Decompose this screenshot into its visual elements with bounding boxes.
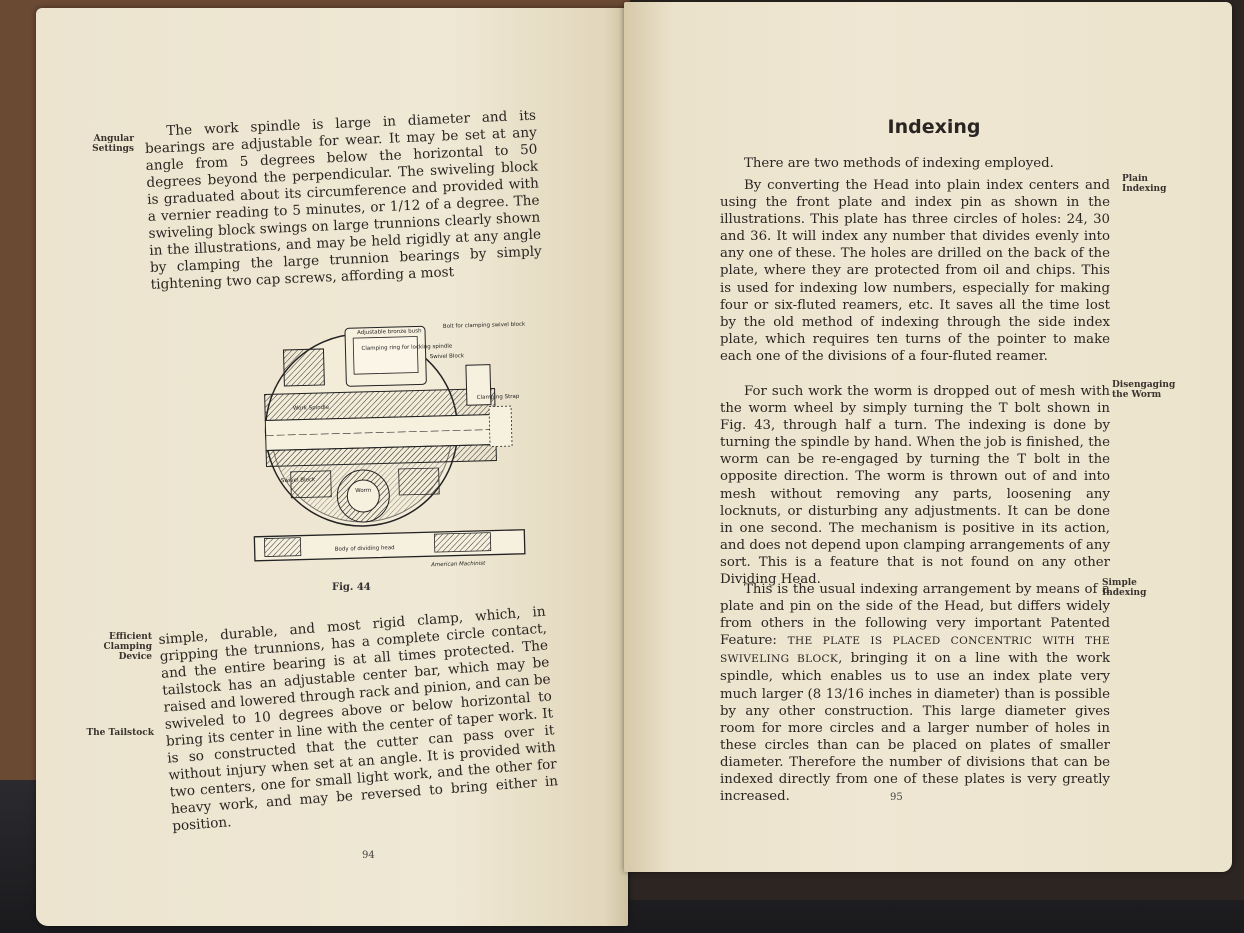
label-bolt: Bolt for clamping swivel block	[442, 321, 526, 330]
margin-note-efficient-clamping: Efficient Clamping Device	[103, 632, 152, 662]
simple-text-b: , bringing it on a line with the work spindle, which enables us to use an index plate very much larger (8 13/16 inches in diameter) than is possible by any other construction. This large diameter gives room for more circles and a larger number of holes in these circles than can be placed on plates of smaller diameter. Therefore the number of divisions that can be indexed directly from one of these plates is very greatly increased.	[720, 651, 1111, 805]
label-clamping-strap: Clamping Strap	[476, 393, 520, 401]
right-page-number: 95	[890, 792, 903, 803]
label-bronze-bush: Adjustable bronze bush	[356, 328, 422, 337]
label-swivel-block-top: Swivel Block	[429, 353, 465, 361]
figure-caption: Fig. 44	[332, 582, 371, 593]
margin-note-tailstock: The Tailstock	[86, 728, 154, 738]
margin-note-angular-settings: Angular Settings	[92, 134, 134, 154]
right-page	[624, 2, 1232, 872]
left-paragraph-1: The work spindle is large in diameter and its bearings are adjustable for wear. It may be set at any angle from 5 degrees below the horizontal to 50 degrees beyond the perpendicular. The swiveling block is graduated about its circumference and provided with a vernier reading to 5 minutes, or 1/12 of a degree. The swiveling block swings on large trunnions clearly shown in the illustrations, and may be held rigidly at any angle by clamping the large trunnion bearings by simply tightening two cap screws, affording a most	[144, 107, 543, 293]
margin-note-simple-indexing: Simple Indexing	[1102, 578, 1147, 598]
margin-note-disengaging: Disengaging the Worm	[1112, 380, 1176, 400]
label-work-spindle: Work Spindle	[292, 404, 330, 412]
dividing-head-figure	[232, 320, 526, 572]
left-paragraph-2: simple, durable, and most rigid clamp, which, in gripping the trunnions, has a complete circle contact, and the entire bearing is at all times protected. The tailstock has an adjustable center bar, which may be raised and lowered through rack and pinion, and can be swiveled to 10 degrees above or below horizontal to bring its center in line with the center of taper work. It is so constructed that the cutter can pass over it without injury when set at an angle. It is provided with two centers, one for small light work, and the other for heavy work, and may be reversed to bring either in position.	[158, 603, 559, 835]
label-credit: American Machinist	[431, 560, 486, 569]
patented-feature-caps: THE PLATE IS PLACED CONCENTRIC WITH THE SWIVELING BLOCK	[720, 635, 1110, 666]
right-paragraph-intro: There are two methods of indexing employed.	[744, 156, 1054, 171]
label-body: Body of dividing head	[334, 545, 395, 553]
label-swivel-block-bottom: Swivel Block	[280, 477, 316, 485]
right-paragraph-plain: By converting the Head into plain index centers and using the front plate and index pin as shown in the illustrations. This plate has three circles of holes: 24, 30 and 36. It will index any number that divides evenly into any one of these. The holes are drilled on the back of the plate, where they are protected from oil and chips. This is used for indexing low numbers, especially for making four or six-fluted reamers, etc. It saves all the time lost by the old method of indexing through the side index plate, which requires ten turns of the pointer to make each one of the divisions of a four-fluted reamer.	[720, 178, 1110, 364]
simple-text-a: This is the usual indexing arrangement by means of a plate and pin on the side of the Head, but differs widely from others in the following very important Patented Feature:	[720, 582, 1110, 649]
page-title: Indexing	[887, 116, 981, 138]
margin-note-plain-indexing: Plain Indexing	[1122, 174, 1167, 194]
right-paragraph-worm: For such work the worm is dropped out of mesh with the worm wheel by simply turning the T bolt shown in Fig. 43, through half a turn. The indexing is done by turning the spindle by hand. When the job is finished, the worm can be re-engaged by turning the T bolt in the opposite direction. The worm is thrown out of and into mesh without removing any parts, loosening any locknuts, or disturbing any adjustments. It can be done in one second. The mechanism is positive in its action, and does not depend upon clamping arrangements of any sort. This is a feature that is not found on any other Dividing Head.	[720, 384, 1110, 588]
right-paragraph-simple	[720, 581, 1110, 805]
left-page	[36, 8, 628, 926]
label-worm: Worm	[355, 487, 372, 495]
left-page-number: 94	[362, 850, 375, 861]
label-clamping-ring: Clamping ring for locking spindle	[361, 343, 453, 352]
